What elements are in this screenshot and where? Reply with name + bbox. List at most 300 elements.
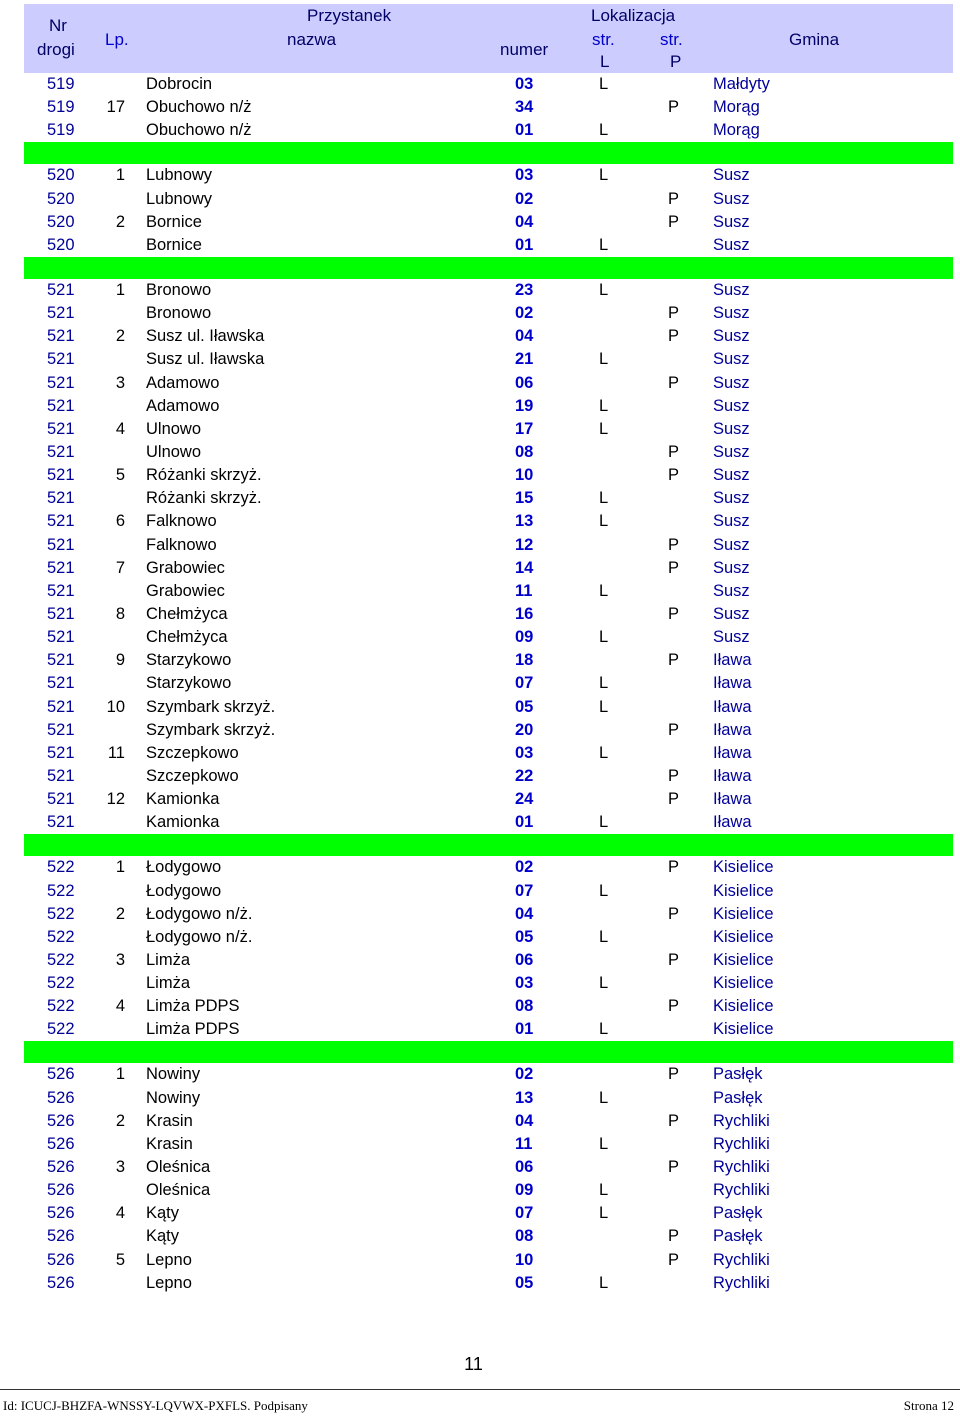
stop-number-cell: 08 [515, 442, 534, 461]
side-left-cell: L [599, 1020, 609, 1039]
footer-id: Id: ICUCJ-BHZFA-WNSSY-LQVWX-PXFLS. Podpisany [3, 1398, 308, 1413]
gmina-cell: Susz [713, 327, 750, 346]
stop-number-cell: 08 [515, 1227, 534, 1246]
side-left-cell: L [599, 235, 609, 254]
side-right-cell: P [668, 98, 680, 117]
table-row [24, 742, 953, 765]
side-right-cell: P [668, 904, 680, 923]
stop-name-cell: Bronowo [146, 280, 212, 299]
gmina-cell: Susz [713, 512, 750, 531]
road-number-cell: 521 [47, 720, 75, 739]
table-row [24, 1063, 953, 1086]
stop-number-cell: 16 [515, 604, 534, 623]
table-row [24, 1272, 953, 1295]
side-right-cell: P [668, 466, 680, 485]
table-row [24, 696, 953, 719]
lp-cell: 10 [106, 697, 125, 716]
lp-cell: 5 [115, 466, 125, 485]
stop-number-cell: 01 [515, 235, 534, 254]
gmina-cell: Pasłęk [713, 1065, 763, 1084]
table-row [24, 1087, 953, 1110]
table-row [24, 649, 953, 672]
stop-number-cell: 07 [515, 1204, 534, 1223]
road-number-cell: 526 [47, 1227, 75, 1246]
road-number-cell: 526 [47, 1250, 75, 1269]
gmina-cell: Rychliki [713, 1181, 770, 1200]
header-str-l: str. [592, 30, 615, 49]
road-number-cell: 521 [47, 396, 75, 415]
gmina-cell: Kisielice [713, 881, 774, 900]
stop-name-cell: Łodygowo [146, 858, 222, 877]
table-row [24, 719, 953, 742]
stop-name-cell: Nowiny [146, 1088, 201, 1107]
side-right-cell: P [668, 1065, 680, 1084]
table-row [24, 926, 953, 949]
stop-number-cell: 23 [515, 280, 534, 299]
road-number-cell: 520 [47, 235, 75, 254]
side-left-cell: L [599, 512, 609, 531]
table-row [24, 119, 953, 142]
stop-number-cell: 08 [515, 997, 534, 1016]
gmina-cell: Kisielice [713, 974, 774, 993]
stop-name-cell: Chełmżyca [146, 628, 228, 647]
gmina-cell: Susz [713, 489, 750, 508]
stop-number-cell: 03 [515, 75, 534, 93]
road-number-cell: 526 [47, 1088, 75, 1107]
stop-name-cell: Ulnowo [146, 419, 202, 438]
stop-name-cell: Kąty [146, 1227, 180, 1246]
lp-cell: 1 [115, 858, 125, 877]
side-right-cell: P [668, 651, 680, 670]
group-separator [24, 834, 953, 856]
gmina-cell: Iława [713, 697, 752, 716]
table-row [24, 510, 953, 533]
road-number-cell: 522 [47, 858, 75, 877]
gmina-cell: Susz [713, 304, 750, 323]
road-number-cell: 521 [47, 558, 75, 577]
side-left-cell: L [599, 813, 609, 832]
stop-number-cell: 14 [515, 558, 534, 577]
side-left-cell: L [599, 927, 609, 946]
stop-number-cell: 07 [515, 881, 534, 900]
side-right-cell: P [668, 535, 680, 554]
group-separator [24, 142, 953, 164]
road-number-cell: 521 [47, 419, 75, 438]
gmina-cell: Iława [713, 813, 752, 832]
header-nazwa: nazwa [287, 30, 337, 49]
gmina-cell: Susz [713, 373, 750, 392]
table-row [24, 348, 953, 371]
table-row [24, 1110, 953, 1133]
table-row [24, 557, 953, 580]
gmina-cell: Susz [713, 189, 750, 208]
stop-name-cell: Krasin [146, 1134, 193, 1153]
side-right-cell: P [668, 1250, 680, 1269]
stop-name-cell: Łodygowo [146, 881, 222, 900]
stop-number-cell: 06 [515, 1158, 534, 1177]
table-row [24, 626, 953, 649]
gmina-cell: Iława [713, 674, 752, 693]
road-number-cell: 521 [47, 651, 75, 670]
table-row [24, 880, 953, 903]
gmina-cell: Iława [713, 790, 752, 809]
stop-name-cell: Starzykowo [146, 651, 232, 670]
side-right-cell: P [668, 189, 680, 208]
table-body [24, 73, 953, 1295]
header-numer: numer [500, 40, 549, 59]
stop-name-cell: Szymbark skrzyż. [146, 720, 276, 739]
road-number-cell: 521 [47, 790, 75, 809]
lp-cell: 5 [115, 1250, 125, 1269]
road-number-cell: 521 [47, 628, 75, 647]
lp-cell: 3 [115, 950, 125, 969]
lp-cell: 3 [115, 1158, 125, 1177]
stop-number-cell: 24 [515, 790, 534, 809]
side-right-cell: P [668, 304, 680, 323]
road-number-cell: 521 [47, 674, 75, 693]
table-row [24, 1018, 953, 1041]
stop-number-cell: 10 [515, 466, 534, 485]
lp-cell: 8 [115, 604, 125, 623]
table-row [24, 372, 953, 395]
table-row [24, 464, 953, 487]
gmina-cell: Rychliki [713, 1134, 770, 1153]
gmina-cell: Susz [713, 212, 750, 231]
table-row [24, 188, 953, 211]
gmina-cell: Kisielice [713, 858, 774, 877]
gmina-cell: Rychliki [713, 1250, 770, 1269]
gmina-cell: Susz [713, 558, 750, 577]
side-left-cell: L [599, 974, 609, 993]
group-separator [24, 1041, 953, 1063]
stop-number-cell: 19 [515, 396, 534, 415]
lp-cell: 2 [115, 1111, 125, 1130]
road-number-cell: 522 [47, 1020, 75, 1039]
side-left-cell: L [599, 1181, 609, 1200]
lp-cell: 3 [115, 373, 125, 392]
gmina-cell: Rychliki [713, 1273, 770, 1292]
stop-number-cell: 17 [515, 419, 534, 438]
stop-number-cell: 02 [515, 858, 534, 877]
stop-number-cell: 07 [515, 674, 534, 693]
road-number-cell: 522 [47, 927, 75, 946]
stop-name-cell: Bornice [146, 212, 202, 231]
road-number-cell: 520 [47, 166, 75, 185]
stop-name-cell: Kamionka [146, 790, 220, 809]
gmina-cell: Susz [713, 466, 750, 485]
stop-name-cell: Adamowo [146, 396, 220, 415]
header-gmina: Gmina [789, 30, 840, 49]
stop-name-cell: Starzykowo [146, 674, 232, 693]
road-number-cell: 521 [47, 373, 75, 392]
stop-number-cell: 03 [515, 166, 534, 185]
side-right-cell: P [668, 1227, 680, 1246]
gmina-cell: Kisielice [713, 997, 774, 1016]
header-p: P [670, 52, 682, 71]
stop-number-cell: 02 [515, 1065, 534, 1084]
stop-name-cell: Obuchowo n/ż [146, 121, 252, 140]
header-nr: Nr [49, 16, 67, 35]
header-l: L [600, 52, 610, 71]
side-left-cell: L [599, 350, 609, 369]
lp-cell: 1 [115, 280, 125, 299]
road-number-cell: 519 [47, 75, 75, 93]
side-right-cell: P [668, 604, 680, 623]
header-drogi: drogi [37, 40, 75, 59]
gmina-cell: Susz [713, 166, 750, 185]
side-right-cell: P [668, 327, 680, 346]
road-number-cell: 526 [47, 1158, 75, 1177]
table-row [24, 487, 953, 510]
page-number: 11 [464, 1354, 483, 1374]
table-row [24, 325, 953, 348]
road-number-cell: 521 [47, 766, 75, 785]
gmina-cell: Susz [713, 396, 750, 415]
side-right-cell: P [668, 997, 680, 1016]
stop-name-cell: Bornice [146, 235, 202, 254]
stop-number-cell: 03 [515, 743, 534, 762]
side-left-cell: L [599, 1134, 609, 1153]
side-left-cell: L [599, 75, 609, 93]
side-right-cell: P [668, 858, 680, 877]
road-number-cell: 520 [47, 189, 75, 208]
side-right-cell: P [668, 766, 680, 785]
side-left-cell: L [599, 280, 609, 299]
road-number-cell: 522 [47, 904, 75, 923]
road-number-cell: 520 [47, 212, 75, 231]
table-row [24, 534, 953, 557]
stop-name-cell: Ulnowo [146, 442, 202, 461]
gmina-cell: Susz [713, 581, 750, 600]
side-left-cell: L [599, 743, 609, 762]
side-left-cell: L [599, 697, 609, 716]
lp-cell: 4 [115, 1204, 125, 1223]
table-row [24, 395, 953, 418]
table-row [24, 949, 953, 972]
gmina-cell: Susz [713, 350, 750, 369]
stop-number-cell: 34 [515, 98, 534, 117]
table-row [24, 765, 953, 788]
stop-number-cell: 06 [515, 950, 534, 969]
road-number-cell: 521 [47, 743, 75, 762]
table-row [24, 903, 953, 926]
stop-name-cell: Różanki skrzyż. [146, 466, 262, 485]
lp-cell: 2 [115, 212, 125, 231]
stop-name-cell: Krasin [146, 1111, 193, 1130]
stop-number-cell: 02 [515, 304, 534, 323]
lp-cell: 17 [106, 98, 125, 117]
side-right-cell: P [668, 790, 680, 809]
stop-name-cell: Adamowo [146, 373, 220, 392]
side-left-cell: L [599, 489, 609, 508]
stop-number-cell: 20 [515, 720, 534, 739]
footer-divider [0, 1389, 960, 1390]
gmina-cell: Susz [713, 235, 750, 254]
stop-number-cell: 02 [515, 189, 534, 208]
gmina-cell: Rychliki [713, 1111, 770, 1130]
side-left-cell: L [599, 1273, 609, 1292]
lp-cell: 1 [115, 1065, 125, 1084]
stop-number-cell: 05 [515, 697, 534, 716]
lp-cell: 4 [115, 419, 125, 438]
side-left-cell: L [599, 581, 609, 600]
stop-name-cell: Nowiny [146, 1065, 201, 1084]
gmina-cell: Kisielice [713, 950, 774, 969]
road-number-cell: 526 [47, 1181, 75, 1200]
stop-number-cell: 05 [515, 1273, 534, 1292]
side-right-cell: P [668, 558, 680, 577]
stop-number-cell: 22 [515, 766, 534, 785]
lp-cell: 9 [115, 651, 125, 670]
stop-number-cell: 03 [515, 974, 534, 993]
gmina-cell: Pasłęk [713, 1088, 763, 1107]
table-row [24, 164, 953, 187]
table-row [24, 856, 953, 879]
table-row [24, 1225, 953, 1248]
side-left-cell: L [599, 166, 609, 185]
stop-name-cell: Falknowo [146, 512, 217, 531]
stop-number-cell: 01 [515, 121, 534, 140]
stop-name-cell: Grabowiec [146, 581, 225, 600]
lp-cell: 11 [107, 743, 125, 762]
side-right-cell: P [668, 950, 680, 969]
gmina-cell: Iława [713, 651, 752, 670]
side-left-cell: L [599, 396, 609, 415]
bus-stop-table [24, 4, 953, 1295]
road-number-cell: 526 [47, 1111, 75, 1130]
road-number-cell: 519 [47, 98, 75, 117]
stop-name-cell: Oleśnica [146, 1158, 211, 1177]
side-right-cell: P [668, 1111, 680, 1130]
stop-name-cell: Łodygowo n/ż. [146, 904, 253, 923]
side-right-cell: P [668, 720, 680, 739]
gmina-cell: Iława [713, 766, 752, 785]
stop-name-cell: Kąty [146, 1204, 180, 1223]
table-row [24, 995, 953, 1018]
gmina-cell: Susz [713, 535, 750, 554]
stop-number-cell: 10 [515, 1250, 534, 1269]
header-lokalizacja: Lokalizacja [591, 6, 676, 25]
gmina-cell: Morąg [713, 98, 760, 117]
side-right-cell: P [668, 442, 680, 461]
lp-cell: 1 [115, 166, 125, 185]
road-number-cell: 521 [47, 535, 75, 554]
road-number-cell: 521 [47, 280, 75, 299]
gmina-cell: Susz [713, 628, 750, 647]
table-row [24, 211, 953, 234]
table-row [24, 1133, 953, 1156]
gmina-cell: Iława [713, 743, 752, 762]
header-przystanek: Przystanek [307, 6, 392, 25]
table-header [24, 4, 953, 73]
stop-number-cell: 11 [515, 1134, 533, 1153]
lp-cell: 2 [115, 904, 125, 923]
stop-name-cell: Oleśnica [146, 1181, 211, 1200]
road-number-cell: 522 [47, 881, 75, 900]
gmina-cell: Kisielice [713, 1020, 774, 1039]
header-lp: Lp. [105, 30, 129, 49]
stop-number-cell: 04 [515, 904, 534, 923]
stop-name-cell: Falknowo [146, 535, 217, 554]
table-row [24, 603, 953, 626]
stop-number-cell: 13 [515, 1088, 534, 1107]
lp-cell: 4 [115, 997, 125, 1016]
table-row [24, 788, 953, 811]
gmina-cell: Susz [713, 604, 750, 623]
stop-name-cell: Limża [146, 950, 191, 969]
stop-number-cell: 09 [515, 628, 534, 647]
stop-number-cell: 13 [515, 512, 534, 531]
gmina-cell: Kisielice [713, 904, 774, 923]
road-number-cell: 521 [47, 466, 75, 485]
stop-name-cell: Łodygowo n/ż. [146, 927, 253, 946]
stop-name-cell: Limża PDPS [146, 997, 240, 1016]
stop-number-cell: 01 [515, 813, 534, 832]
table-row [24, 279, 953, 302]
side-left-cell: L [599, 1088, 609, 1107]
road-number-cell: 522 [47, 974, 75, 993]
side-left-cell: L [599, 674, 609, 693]
road-number-cell: 521 [47, 581, 75, 600]
stop-name-cell: Obuchowo n/ż [146, 98, 252, 117]
stop-number-cell: 04 [515, 1111, 534, 1130]
road-number-cell: 526 [47, 1273, 75, 1292]
stop-number-cell: 04 [515, 212, 534, 231]
footer-page: Strona 12 [903, 1398, 954, 1413]
road-number-cell: 521 [47, 697, 75, 716]
road-number-cell: 521 [47, 489, 75, 508]
stop-name-cell: Szymbark skrzyż. [146, 697, 276, 716]
road-number-cell: 526 [47, 1204, 75, 1223]
stop-name-cell: Dobrocin [146, 75, 213, 93]
lp-cell: 2 [115, 327, 125, 346]
table-row [24, 580, 953, 603]
table-row [24, 811, 953, 834]
road-number-cell: 521 [47, 442, 75, 461]
stop-number-cell: 21 [515, 350, 534, 369]
table-row [24, 972, 953, 995]
table-row [24, 1156, 953, 1179]
gmina-cell: Rychliki [713, 1158, 770, 1177]
road-number-cell: 521 [47, 604, 75, 623]
side-left-cell: L [599, 419, 609, 438]
table-row [24, 73, 953, 96]
side-right-cell: P [668, 212, 680, 231]
gmina-cell: Susz [713, 419, 750, 438]
gmina-cell: Susz [713, 442, 750, 461]
stop-name-cell: Szczepkowo [146, 743, 239, 762]
side-left-cell: L [599, 628, 609, 647]
stop-name-cell: Limża PDPS [146, 1020, 240, 1039]
stop-name-cell: Lepno [146, 1273, 192, 1292]
table-row [24, 234, 953, 257]
gmina-cell: Małdyty [713, 75, 770, 93]
gmina-cell: Kisielice [713, 927, 774, 946]
stop-name-cell: Limża [146, 974, 191, 993]
road-number-cell: 521 [47, 327, 75, 346]
road-number-cell: 519 [47, 121, 75, 140]
stop-number-cell: 04 [515, 327, 534, 346]
table-row [24, 1179, 953, 1202]
side-left-cell: L [599, 1204, 609, 1223]
road-number-cell: 521 [47, 512, 75, 531]
gmina-cell: Morąg [713, 121, 760, 140]
lp-cell: 12 [106, 790, 125, 809]
stop-number-cell: 06 [515, 373, 534, 392]
stop-number-cell: 18 [515, 651, 534, 670]
table-row [24, 1249, 953, 1272]
lp-cell: 7 [115, 558, 125, 577]
